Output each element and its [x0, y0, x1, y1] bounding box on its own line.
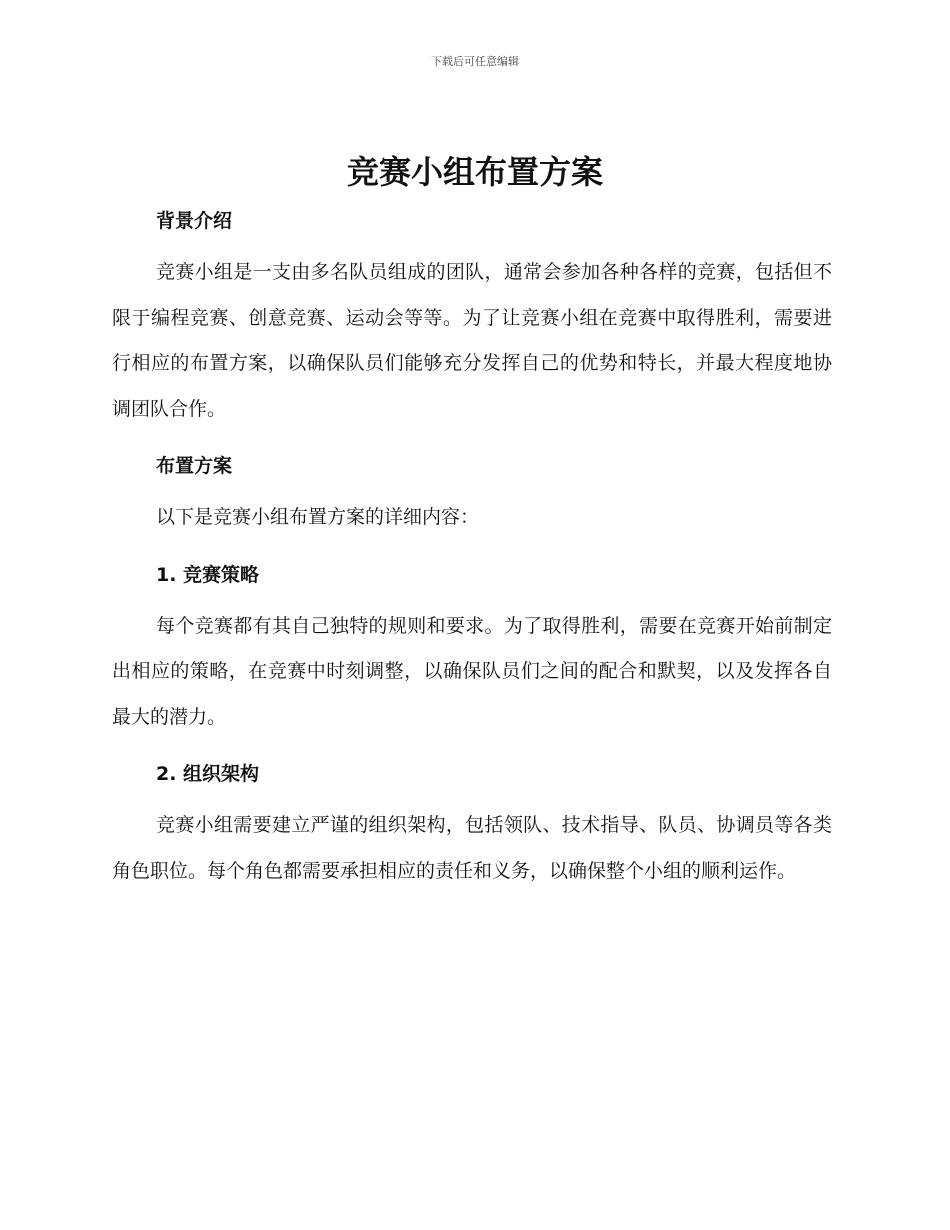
plan-intro-paragraph: 以下是竞赛小组布置方案的详细内容： — [156, 506, 480, 528]
section-heading-background: 背景介绍 — [156, 210, 233, 232]
page-header-note: 下载后可任意编辑 — [431, 55, 519, 68]
strategy-paragraph: 每个竞赛都有其自己独特的规则和要求。为了取得胜利，需要在竞赛开始前制定出相应的策略，在竞赛中时刻调整，以确保队员们之间的配合和默契，以及发挥各自最大的潜力。 — [112, 614, 832, 728]
background-paragraph: 竞赛小组是一支由多名队员组成的团队，通常会参加各种各样的竞赛，包括但不限于编程竞赛、创意竞赛、运动会等等。为了让竞赛小组在竞赛中取得胜利，需要进行相应的布置方案，以确保队员们能够充分发挥自己的优势和特长，并最大程度地协调团队合作。 — [112, 261, 832, 420]
document-title: 竞赛小组布置方案 — [346, 153, 603, 191]
organization-paragraph: 竞赛小组需要建立严谨的组织架构，包括领队、技术指导、队员、协调员等各类角色职位。每个角色都需要承担相应的责任和义务，以确保整个小组的顺利运作。 — [112, 814, 832, 882]
document-body — [112, 198, 832, 894]
section-heading-strategy: 1. 竞赛策略 — [156, 563, 260, 586]
section-heading-plan: 布置方案 — [156, 455, 233, 477]
section-heading-organization: 2. 组织架构 — [156, 763, 260, 785]
